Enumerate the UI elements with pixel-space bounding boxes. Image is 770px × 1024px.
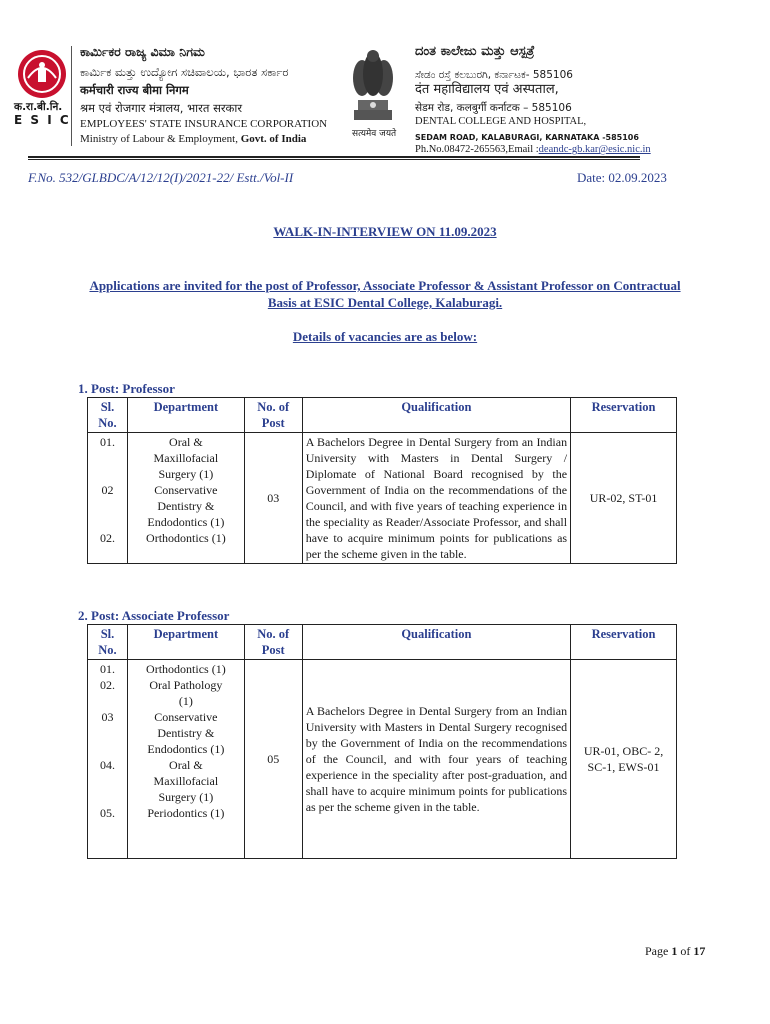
no-of-post-cell: 03	[244, 433, 302, 564]
header-left-line1: ಕಾರ್ಮಿಕರ ರಾಜ್ಯ ವಿಮಾ ನಿಗಮ	[80, 44, 205, 59]
no-of-post-cell: 05	[244, 660, 302, 859]
header-reservation: Reservation	[571, 398, 677, 433]
header-sl: Sl. No.	[88, 398, 128, 433]
table-header-row	[88, 398, 677, 433]
page-number: Page 1 of 17	[645, 944, 706, 958]
header-right-line3: दंत महाविद्यालय एवं अस्पताल,	[415, 82, 559, 97]
header-left-line2: ಕಾರ್ಮಿಕ ಮತ್ತು ಉದ್ಯೋಗ ಸಚಿವಾಲಯ, ಭಾರತ ಸರ್ಕಾರ	[80, 65, 289, 79]
file-number: F.No. 532/GLBDC/A/12/12(I)/2021-22/ Estt./Vol-II	[28, 170, 294, 185]
header-qualification: Qualification	[302, 625, 570, 660]
header-no-of-post: No. of Post	[244, 398, 302, 433]
qualification-cell: A Bachelors Degree in Dental Surgery from an Indian University with Masters in Dental Surgery / Diplomate of National Board recognised by the Government of India on the recommendations of the Council, and with five years of teaching experience in the speciality as Reader/Associate Professor, and shall have to acquire minimum points for publications as per the scheme given in the table.	[302, 433, 570, 564]
email-link[interactable]: deandc-gb.kar@esic.nic.in	[538, 144, 651, 155]
esic-hindi-abbr: क.रा.बी.नि.	[14, 101, 63, 113]
letter-date: Date: 02.09.2023	[577, 170, 667, 185]
vacancy-table-professor	[87, 397, 677, 564]
header-qualification: Qualification	[302, 398, 570, 433]
details-heading: Details of vacancies are as below:	[292, 329, 478, 344]
intro-line1: Applications are invited for the post of Professor, Associate Professor & Assistant Professor on Contractual	[89, 278, 681, 293]
header-department: Department	[127, 625, 244, 660]
department-cell: Orthodontics (1) Oral Pathology (1) Conservative Dentistry & Endodontics (1) Oral & Maxillofacial Surgery (1) Periodontics (1)	[127, 660, 244, 859]
header-left-line5: EMPLOYEES' STATE INSURANCE CORPORATION	[80, 118, 328, 130]
header-sl: Sl. No.	[88, 625, 128, 660]
header-rule-thin	[28, 159, 640, 160]
page-title: WALK-IN-INTERVIEW ON 11.09.2023	[273, 224, 497, 239]
header-right-line6: SEDAM ROAD, KALABURAGI, KARNATAKA -585106	[415, 133, 639, 142]
sl-cell: 01. 02. 03 04. 05.	[88, 660, 128, 859]
header-right-line2: ಸೇಡಂ ರಸ್ತೆ ಕಲಬುರಗಿ, ಕರ್ನಾಟಕ- 585106	[415, 69, 573, 81]
department-cell: Oral & Maxillofacial Surgery (1) Conservative Dentistry & Endodontics (1) Orthodontics (1)	[127, 433, 244, 564]
header-divider	[71, 46, 72, 146]
vacancy-table-associate-professor	[87, 624, 677, 859]
table-header-row	[88, 625, 677, 660]
header-left-line6	[80, 131, 306, 147]
national-emblem-icon	[348, 44, 398, 126]
post-2-title: 2. Post: Associate Professor	[78, 608, 230, 623]
table-row	[88, 660, 677, 859]
header-left-line4: श्रम एवं रोजगार मंत्रालय, भारत सरकार	[80, 101, 243, 115]
govt-label: Govt. of India	[240, 133, 307, 145]
esic-abbr-block	[14, 101, 71, 127]
ministry-label: Ministry of Labour & Employment,	[80, 133, 241, 145]
reservation-cell: UR-02, ST-01	[571, 433, 677, 564]
qualification-cell: A Bachelors Degree in Dental Surgery from an Indian University with Masters in Dental Surgery recognised by the Government of India on the recommendations of the Council, and with four years of teaching experience in the speciality after post-graduation, and shall have to acquire minimum points for publications as per the scheme given in the table.	[302, 660, 570, 859]
reservation-cell: UR-01, OBC- 2, SC-1, EWS-01	[571, 660, 677, 859]
header-rule	[28, 156, 640, 158]
header-right-line4: सेडम रोड, कलबुर्गी कर्नाटक – 585106	[415, 102, 572, 114]
header-left-line3: कर्मचारी राज्य बीमा निगम	[80, 83, 189, 97]
intro-line2: Basis at ESIC Dental College, Kalaburagi.	[267, 295, 503, 310]
table-row	[88, 433, 677, 564]
phone-label: Ph.No.08472-265563,Email :	[415, 144, 539, 155]
intro-paragraph	[60, 277, 710, 311]
header-reservation: Reservation	[571, 625, 677, 660]
esic-abbr: E S I C	[14, 113, 71, 127]
emblem-motto: सत्यमेव जयते	[352, 129, 397, 139]
header-right-line5: DENTAL COLLEGE AND HOSPITAL,	[415, 116, 587, 127]
header-no-of-post: No. of Post	[244, 625, 302, 660]
header-right-line1: ದಂತ ಕಾಲೇಜು ಮತ್ತು ಆಸ್ಪತ್ರೆ	[415, 44, 535, 59]
post-1-title: 1. Post: Professor	[78, 381, 175, 396]
sl-cell: 01. 02 02.	[88, 433, 128, 564]
header-department: Department	[127, 398, 244, 433]
